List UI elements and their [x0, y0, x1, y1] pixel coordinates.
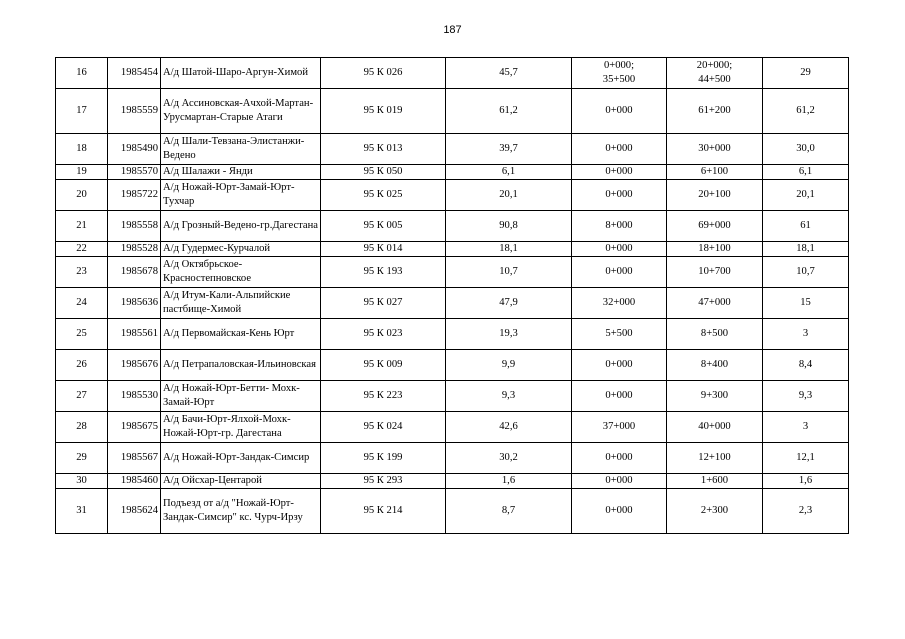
road-id-cell: 1985530	[108, 381, 161, 412]
section-length-cell: 18,1	[763, 242, 849, 257]
road-id-cell: 1985561	[108, 319, 161, 350]
end-km-cell	[667, 211, 763, 242]
end-km-cell	[667, 242, 763, 257]
row-number-cell: 17	[56, 89, 108, 134]
road-code-cell: 95 К 014	[321, 242, 446, 257]
end-km-cell	[667, 257, 763, 288]
road-length-cell: 30,2	[446, 443, 572, 474]
road-name-cell: А/д Первомайская-Кень Юрт	[161, 319, 321, 350]
section-length-cell: 2,3	[763, 489, 849, 534]
section-length-cell: 30,0	[763, 134, 849, 165]
table-row	[56, 319, 849, 350]
road-length-cell: 42,6	[446, 412, 572, 443]
section-length-cell: 1,6	[763, 474, 849, 489]
section-length-cell: 8,4	[763, 350, 849, 381]
road-name-cell: А/д Ойсхар-Центарой	[161, 474, 321, 489]
row-number-cell: 20	[56, 180, 108, 211]
road-id-cell: 1985678	[108, 257, 161, 288]
road-id-cell: 1985558	[108, 211, 161, 242]
page-number: 187	[443, 24, 462, 36]
start-km-line: 0+000	[605, 505, 633, 516]
row-number-cell: 21	[56, 211, 108, 242]
section-length-cell: 3	[763, 412, 849, 443]
section-length-cell: 29	[763, 58, 849, 89]
row-number-cell: 23	[56, 257, 108, 288]
start-km-cell	[572, 89, 667, 134]
start-km-line: 0+000	[605, 266, 633, 277]
road-length-cell: 1,6	[446, 474, 572, 489]
start-km-line: 0+000	[605, 359, 633, 370]
section-length-cell: 10,7	[763, 257, 849, 288]
end-km-line: 9+300	[700, 390, 729, 401]
end-km-cell	[667, 350, 763, 381]
road-code-cell: 95 К 009	[321, 350, 446, 381]
road-code-cell: 95 К 027	[321, 288, 446, 319]
end-km-line: 6+100	[700, 166, 729, 177]
end-km-line: 40+000	[698, 421, 731, 432]
end-km-line: 1+600	[700, 475, 729, 486]
road-name-cell: А/д Ассиновская-Ачхой-Мартан-Урусмартан-Старые Атаги	[161, 89, 321, 134]
road-id-cell: 1985675	[108, 412, 161, 443]
road-name-cell: А/д Гудермес-Курчалой	[161, 242, 321, 257]
road-name-cell: А/д Грозный-Ведено-гр.Дагестана	[161, 211, 321, 242]
start-km-line: 32+000	[602, 297, 636, 308]
section-length-cell: 15	[763, 288, 849, 319]
road-id-cell: 1985722	[108, 180, 161, 211]
table-row	[56, 288, 849, 319]
road-id-cell: 1985567	[108, 443, 161, 474]
end-km-line: 61+200	[698, 105, 731, 116]
road-name-cell: А/д Итум-Кали-Альпийские пастбище-Химой	[161, 288, 321, 319]
road-name-cell: А/д Петрапаловская-Ильиновская	[161, 350, 321, 381]
table-row	[56, 180, 849, 211]
table-row	[56, 242, 849, 257]
end-km-line: 44+500	[698, 74, 731, 85]
table-row	[56, 165, 849, 180]
start-km-cell	[572, 134, 667, 165]
roads-table	[55, 57, 849, 534]
road-id-cell: 1985528	[108, 242, 161, 257]
road-code-cell: 95 К 025	[321, 180, 446, 211]
end-km-cell	[667, 474, 763, 489]
end-km-line: 8+400	[700, 359, 729, 370]
road-length-cell: 9,9	[446, 350, 572, 381]
row-number-cell: 16	[56, 58, 108, 89]
row-number-cell: 31	[56, 489, 108, 534]
start-km-line: 35+500	[602, 74, 636, 85]
end-km-line: 47+000	[698, 297, 731, 308]
table-row	[56, 58, 849, 89]
road-name-cell: А/д Октябрьское-Красностепновское	[161, 257, 321, 288]
row-number-cell: 27	[56, 381, 108, 412]
start-km-cell	[572, 288, 667, 319]
row-number-cell: 28	[56, 412, 108, 443]
road-code-cell: 95 К 024	[321, 412, 446, 443]
start-km-cell	[572, 474, 667, 489]
start-km-line: 0+000	[605, 105, 633, 116]
road-id-cell: 1985460	[108, 474, 161, 489]
end-km-line: 69+000	[698, 220, 731, 231]
start-km-cell	[572, 319, 667, 350]
row-number-cell: 26	[56, 350, 108, 381]
start-km-line: 0+000	[605, 390, 633, 401]
end-km-cell	[667, 489, 763, 534]
road-code-cell: 95 К 199	[321, 443, 446, 474]
table-row	[56, 443, 849, 474]
end-km-line: 30+000	[698, 143, 731, 154]
end-km-cell	[667, 288, 763, 319]
table-row	[56, 350, 849, 381]
end-km-cell	[667, 180, 763, 211]
road-id-cell: 1985624	[108, 489, 161, 534]
start-km-line: 8+000	[605, 220, 633, 231]
end-km-cell	[667, 412, 763, 443]
start-km-cell	[572, 412, 667, 443]
road-length-cell: 18,1	[446, 242, 572, 257]
road-code-cell: 95 К 023	[321, 319, 446, 350]
end-km-cell	[667, 443, 763, 474]
section-length-cell: 9,3	[763, 381, 849, 412]
road-code-cell: 95 К 214	[321, 489, 446, 534]
road-code-cell: 95 К 013	[321, 134, 446, 165]
road-length-cell: 45,7	[446, 58, 572, 89]
table-row	[56, 412, 849, 443]
section-length-cell: 20,1	[763, 180, 849, 211]
table-row	[56, 89, 849, 134]
start-km-line: 5+500	[605, 328, 633, 339]
road-name-cell: А/д Ножай-Юрт-Зандак-Симсир	[161, 443, 321, 474]
row-number-cell: 22	[56, 242, 108, 257]
end-km-line: 18+100	[698, 243, 731, 254]
road-name-cell: А/д Шали-Тевзана-Элистанжи-Ведено	[161, 134, 321, 165]
start-km-line: 0+000	[605, 189, 633, 200]
end-km-line: 20+100	[698, 189, 731, 200]
start-km-cell	[572, 381, 667, 412]
table-row	[56, 489, 849, 534]
start-km-cell	[572, 165, 667, 180]
road-length-cell: 47,9	[446, 288, 572, 319]
end-km-cell	[667, 89, 763, 134]
road-length-cell: 10,7	[446, 257, 572, 288]
start-km-cell	[572, 242, 667, 257]
road-name-cell: А/д Шалажи - Янди	[161, 165, 321, 180]
road-code-cell: 95 К 026	[321, 58, 446, 89]
table-row	[56, 211, 849, 242]
road-code-cell: 95 К 050	[321, 165, 446, 180]
road-name-cell: А/д Ножай-Юрт-Замай-Юрт-Тухчар	[161, 180, 321, 211]
section-length-cell: 61,2	[763, 89, 849, 134]
road-length-cell: 20,1	[446, 180, 572, 211]
road-id-cell: 1985570	[108, 165, 161, 180]
start-km-cell	[572, 350, 667, 381]
road-code-cell: 95 К 193	[321, 257, 446, 288]
road-code-cell: 95 К 293	[321, 474, 446, 489]
start-km-line: 0+000	[605, 143, 633, 154]
road-length-cell: 19,3	[446, 319, 572, 350]
row-number-cell: 29	[56, 443, 108, 474]
start-km-cell	[572, 180, 667, 211]
end-km-line: 2+300	[700, 505, 729, 516]
table-row	[56, 257, 849, 288]
road-id-cell: 1985636	[108, 288, 161, 319]
road-id-cell: 1985676	[108, 350, 161, 381]
road-code-cell: 95 К 019	[321, 89, 446, 134]
end-km-cell	[667, 134, 763, 165]
end-km-line: 20+000;	[696, 60, 733, 71]
end-km-cell	[667, 165, 763, 180]
start-km-line: 0+000	[605, 243, 633, 254]
start-km-line: 0+000	[605, 166, 633, 177]
table-row	[56, 381, 849, 412]
table-row	[56, 134, 849, 165]
road-length-cell: 6,1	[446, 165, 572, 180]
start-km-cell	[572, 443, 667, 474]
section-length-cell: 3	[763, 319, 849, 350]
section-length-cell: 6,1	[763, 165, 849, 180]
road-id-cell: 1985490	[108, 134, 161, 165]
row-number-cell: 18	[56, 134, 108, 165]
section-length-cell: 61	[763, 211, 849, 242]
table-row	[56, 474, 849, 489]
road-code-cell: 95 К 005	[321, 211, 446, 242]
end-km-line: 12+100	[698, 452, 731, 463]
end-km-cell	[667, 381, 763, 412]
road-name-cell: А/д Ножай-Юрт-Бетти- Мохк-Замай-Юрт	[161, 381, 321, 412]
start-km-line: 0+000;	[603, 60, 635, 71]
start-km-line: 0+000	[605, 452, 633, 463]
road-name-cell: Подъезд от а/д "Ножай-Юрт-Зандак-Симсир" кс. Чурч-Ирзу	[161, 489, 321, 534]
start-km-line: 37+000	[602, 421, 636, 432]
road-id-cell: 1985559	[108, 89, 161, 134]
road-name-cell: А/д Бачи-Юрт-Ялхой-Мохк-Ножай-Юрт-гр. Дагестана	[161, 412, 321, 443]
row-number-cell: 25	[56, 319, 108, 350]
start-km-cell	[572, 211, 667, 242]
road-id-cell: 1985454	[108, 58, 161, 89]
row-number-cell: 30	[56, 474, 108, 489]
road-length-cell: 8,7	[446, 489, 572, 534]
end-km-line: 8+500	[700, 328, 729, 339]
start-km-cell	[572, 489, 667, 534]
end-km-cell	[667, 58, 763, 89]
start-km-cell	[572, 58, 667, 89]
road-code-cell: 95 К 223	[321, 381, 446, 412]
road-length-cell: 39,7	[446, 134, 572, 165]
row-number-cell: 19	[56, 165, 108, 180]
road-name-cell: А/д Шатой-Шаро-Аргун-Химой	[161, 58, 321, 89]
row-number-cell: 24	[56, 288, 108, 319]
road-length-cell: 9,3	[446, 381, 572, 412]
start-km-cell	[572, 257, 667, 288]
end-km-cell	[667, 319, 763, 350]
section-length-cell: 12,1	[763, 443, 849, 474]
road-length-cell: 90,8	[446, 211, 572, 242]
road-length-cell: 61,2	[446, 89, 572, 134]
end-km-line: 10+700	[698, 266, 731, 277]
start-km-line: 0+000	[605, 475, 633, 486]
